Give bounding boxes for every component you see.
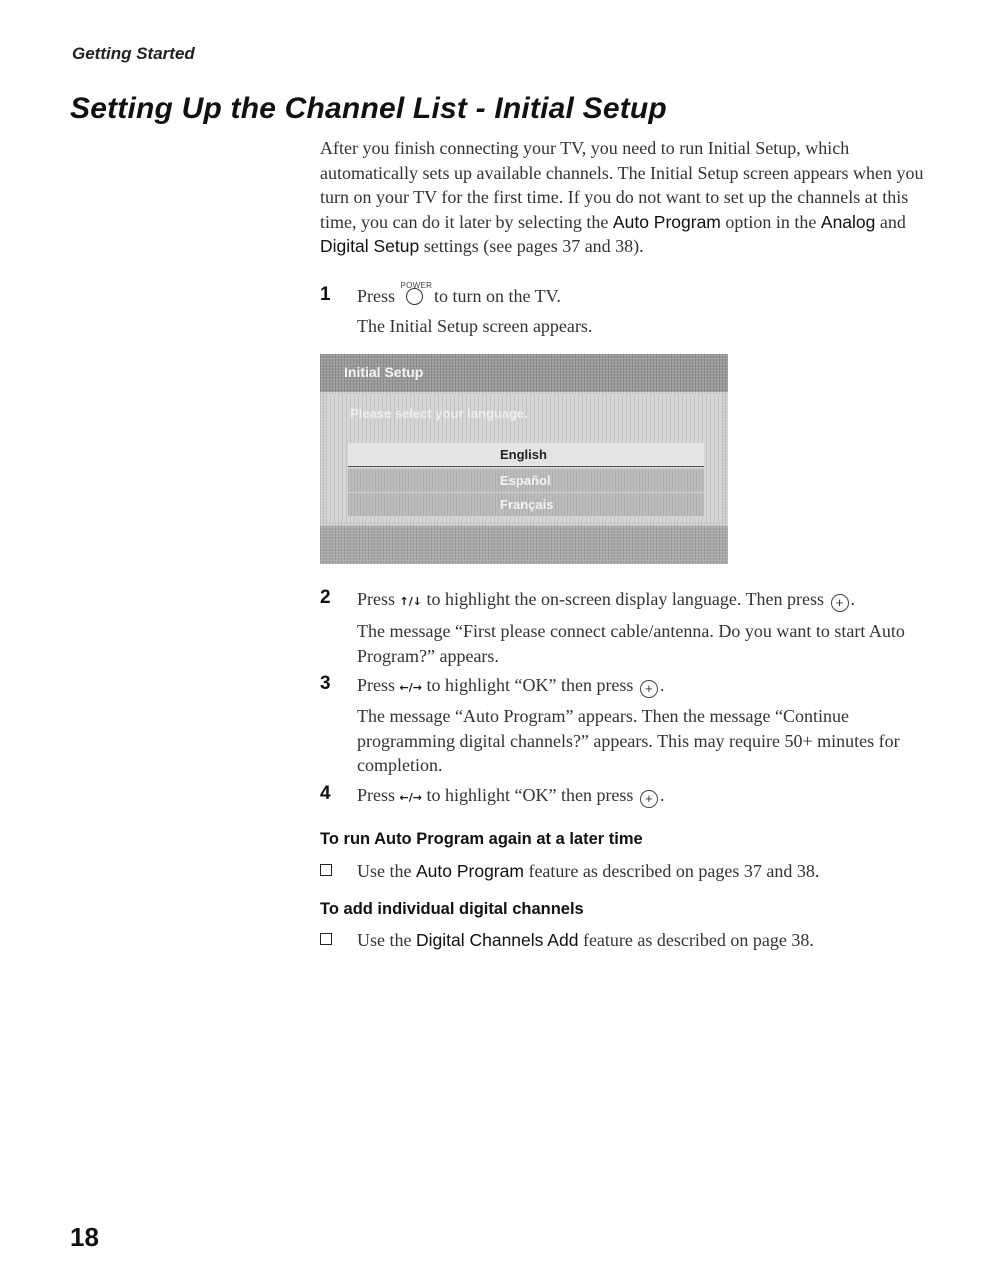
bullet-text-before: Use the [357, 861, 412, 881]
step-instruction [357, 673, 932, 700]
step-note: The message “Auto Program” appears. Then the message “Continue programming digital channels?” appears. This may require 50+ minutes for completion. [357, 706, 900, 775]
step-note: The Initial Setup screen appears. [357, 316, 593, 336]
enter-button-icon: + [640, 680, 658, 698]
step-instruction [357, 587, 932, 614]
analog-term: Analog [820, 211, 876, 232]
left-right-arrows-icon: ←/→ [399, 681, 422, 694]
language-option-english[interactable] [348, 443, 704, 467]
page-number: 18 [70, 1222, 99, 1252]
power-label: POWER [400, 281, 433, 290]
bullet-text [357, 859, 819, 883]
screen-title: Initial Setup [344, 364, 424, 380]
page-title: Setting Up the Channel List - Initial Setup [70, 92, 667, 125]
power-button-icon [400, 281, 433, 305]
intro-text-3: settings (see pages 37 and 38). [423, 236, 644, 256]
step-text-end: . [850, 589, 856, 609]
step-instruction [357, 281, 932, 308]
left-right-arrows-icon: ←/→ [399, 791, 422, 804]
bullet-text-after: feature as described on page 38. [582, 930, 814, 950]
intro-text-2: option in the [725, 211, 817, 232]
step-note: The message “First please connect cable/antenna. Do you want to start Auto Program?” appears. [357, 621, 905, 666]
section-label: Getting Started [72, 44, 195, 63]
screen-bottom-bar [320, 526, 728, 564]
intro-text-1: After you finish connecting your TV, you need to run Initial Setup, which automatically sets up available channels. The Initial Setup screen appears when you turn on your TV for the first time. If you do not want to set up the channels at this time, you can do it later by selecting the [320, 138, 924, 232]
enter-button-icon: + [831, 594, 849, 612]
bullet-text-after: feature as described on pages 37 and 38. [528, 861, 820, 881]
step-text-end: . [659, 675, 665, 695]
screen-title-bar [320, 354, 728, 392]
step-text-before: Press [357, 675, 396, 695]
step-instruction [357, 783, 932, 810]
digital-channels-heading: To add individual digital channels [320, 900, 584, 918]
checkbox-bullet-icon [320, 933, 332, 945]
bullet-text-before: Use the [357, 930, 412, 950]
option-label: English [500, 447, 547, 462]
step-text-before: Press [357, 286, 396, 306]
step-number: 4 [320, 783, 331, 804]
step-text-before: Press [357, 785, 396, 805]
digital-channels-add-term: Digital Channels Add [415, 930, 579, 950]
enter-button-icon: + [640, 790, 658, 808]
step-text-before: Press [357, 589, 396, 609]
step-text-after: to turn on the TV. [434, 286, 561, 306]
auto-program-term: Auto Program [415, 861, 524, 881]
language-option-espanol[interactable] [348, 469, 704, 492]
power-circle [406, 288, 423, 305]
option-label: Español [500, 473, 551, 488]
up-down-arrows-icon: ↑/↓ [399, 595, 422, 608]
initial-setup-screen [320, 354, 728, 564]
step-number: 1 [320, 284, 331, 305]
step-text-after: to highlight “OK” then press [426, 675, 634, 695]
language-panel [326, 394, 722, 522]
option-label: Français [500, 497, 554, 512]
language-option-francais[interactable] [348, 493, 704, 516]
auto-program-term: Auto Program [612, 211, 721, 232]
step-text-after: to highlight “OK” then press [426, 785, 634, 805]
intro-and: and [879, 211, 906, 232]
step-number: 3 [320, 673, 331, 694]
step-text-after: to highlight the on-screen display language. Then press [426, 589, 825, 609]
digital-setup-term: Digital Setup [320, 236, 420, 256]
checkbox-bullet-icon [320, 864, 332, 876]
bullet-text [357, 928, 814, 952]
step-text-end: . [659, 785, 665, 805]
intro-paragraph [320, 136, 930, 259]
auto-program-again-heading: To run Auto Program again at a later time [320, 830, 643, 848]
language-prompt: Please select your language. [350, 406, 528, 421]
step-number: 2 [320, 587, 331, 608]
